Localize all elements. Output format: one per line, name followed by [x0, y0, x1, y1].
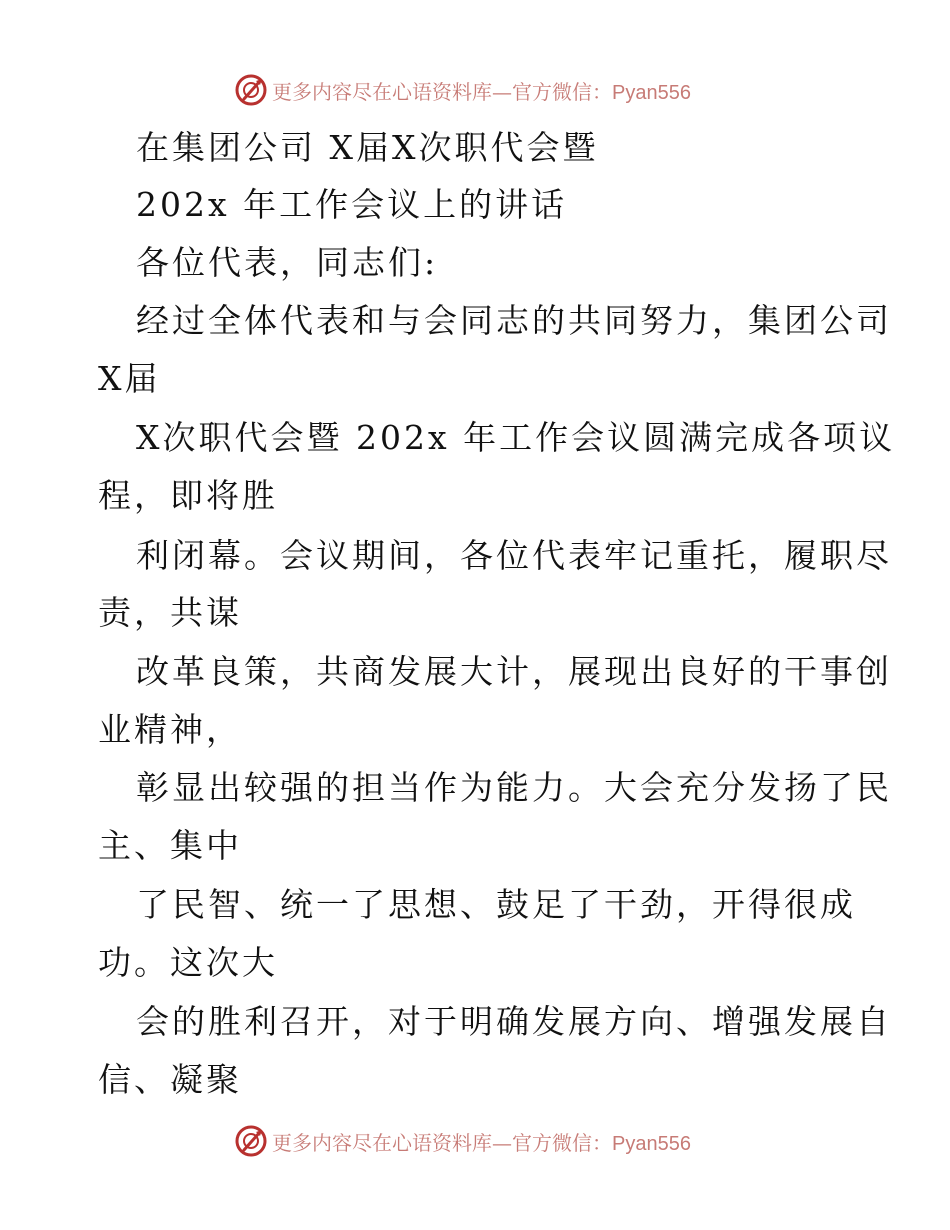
paragraph-line: 利闭幕。会议期间，各位代表牢记重托，履职尽: [136, 536, 892, 575]
paragraph-line: 主、集中: [98, 826, 242, 865]
paragraph-line: X次职代会暨 202x 年工作会议圆满完成各项议: [136, 418, 896, 457]
paragraph-line: 经过全体代表和与会同志的共同努力，集团公司: [136, 301, 892, 340]
paragraph-line: 改革良策，共商发展大计，展现出良好的干事创: [136, 652, 892, 691]
watermark-text: 更多内容尽在心语资料库—官方微信：: [272, 79, 612, 104]
watermark-id: Pyan556: [612, 1132, 691, 1155]
footer-watermark: [234, 1123, 691, 1159]
paragraph-line: 信、凝聚: [98, 1060, 242, 1099]
paragraph-line: X届: [98, 359, 161, 398]
watermark-text: 更多内容尽在心语资料库—官方微信：: [272, 1130, 612, 1155]
watermark-logo-icon: [234, 73, 268, 107]
title-line-1: 在集团公司 X届X次职代会暨: [136, 128, 599, 167]
header-watermark: [234, 72, 691, 108]
paragraph-line: 彰显出较强的担当作为能力。大会充分发扬了民: [136, 768, 892, 807]
watermark-logo-icon: [234, 1124, 268, 1158]
watermark-id: Pyan556: [612, 81, 691, 104]
title-line-2: 202x 年工作会议上的讲话: [136, 185, 568, 224]
paragraph-line: 责，共谋: [98, 593, 242, 632]
paragraph-line: 程，即将胜: [98, 476, 278, 515]
salutation: 各位代表，同志们:: [136, 243, 439, 282]
paragraph-line: 了民智、统一了思想、鼓足了干劲，开得很成: [136, 885, 856, 924]
paragraph-line: 会的胜利召开，对于明确发展方向、增强发展自: [136, 1002, 892, 1041]
paragraph-line: 功。这次大: [98, 943, 278, 982]
paragraph-line: 业精神，: [98, 710, 242, 749]
